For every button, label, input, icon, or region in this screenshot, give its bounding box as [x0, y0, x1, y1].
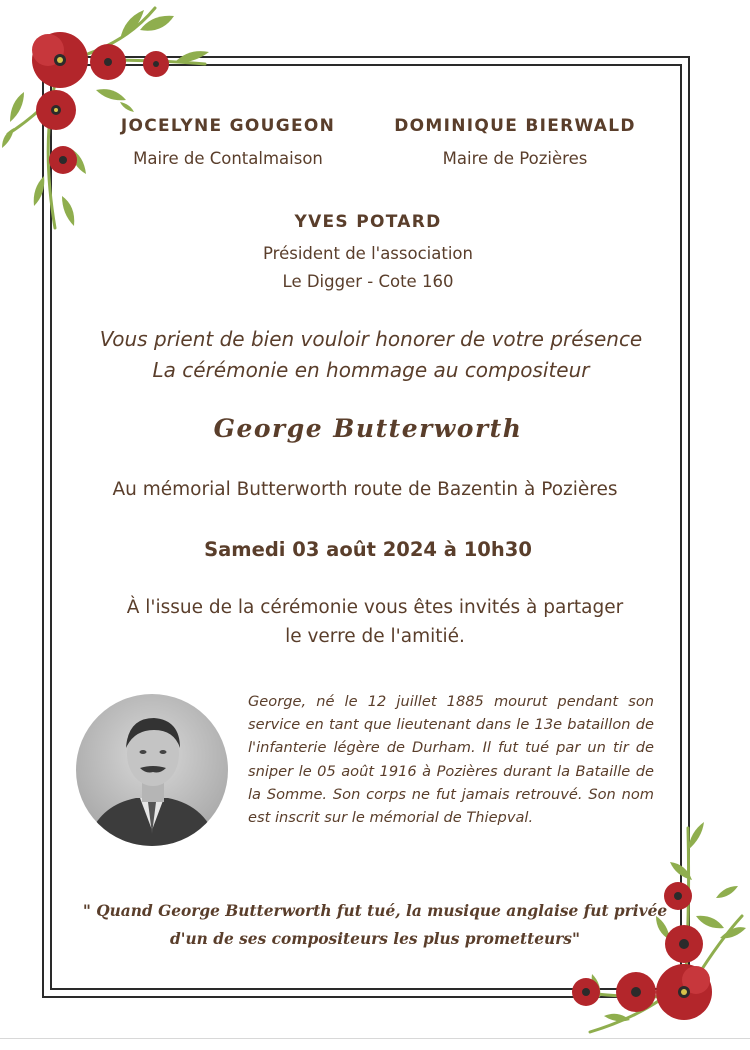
venue: Au mémorial Butterworth route de Bazentin à Pozières: [112, 479, 618, 500]
honoree-name: George Butterworth: [213, 414, 523, 443]
poppy-icon: [90, 44, 126, 80]
biography: George, né le 12 juillet 1885 mourut pendant son service en tant que lieutenant dans le 13e bataillon de l'infanterie légère de Durham. Il fut tué par un tir de sniper le 05 août 1916 à Pozières durant la Bataille de la Somme. Son corps ne fut jamais retrouvé. Son nom est inscrit sur le mémorial de Thiepval.: [248, 693, 654, 827]
association-name: Le Digger - Cote 160: [282, 272, 454, 291]
quote-line-1: " Quand George Butterworth fut tué, la musique anglaise fut privée: [82, 902, 668, 920]
poppy-icon: [49, 146, 77, 174]
after-ceremony-line-1: À l'issue de la cérémonie vous êtes invités à partager: [126, 597, 624, 618]
host-role-pozieres: Maire de Pozières: [442, 149, 588, 168]
president-role: Président de l'association: [263, 244, 473, 263]
poppy-icon: [656, 964, 712, 1020]
president-name: YVES POTARD: [294, 212, 442, 232]
poppy-icon: [36, 90, 76, 130]
poppy-icon: [616, 972, 656, 1012]
poppy-icon: [572, 978, 600, 1006]
invitation-line-1: Vous prient de bien vouloir honorer de votre présence: [99, 327, 643, 351]
host-role-contalmaison: Maire de Contalmaison: [133, 149, 323, 168]
poppy-icon: [143, 51, 169, 77]
event-datetime: Samedi 03 août 2024 à 10h30: [204, 538, 532, 561]
invitation-line-2: La cérémonie en hommage au compositeur: [152, 358, 590, 382]
quote-line-2: d'un de ses compositeurs les plus prometteurs": [170, 930, 580, 948]
after-ceremony-line-2: le verre de l'amitié.: [285, 626, 465, 647]
host-name-pozieres: DOMINIQUE BIERWALD: [394, 116, 636, 136]
poppy-icon: [32, 32, 88, 88]
host-name-contalmaison: JOCELYNE GOUGEON: [120, 116, 336, 136]
portrait-photo: [76, 694, 228, 846]
